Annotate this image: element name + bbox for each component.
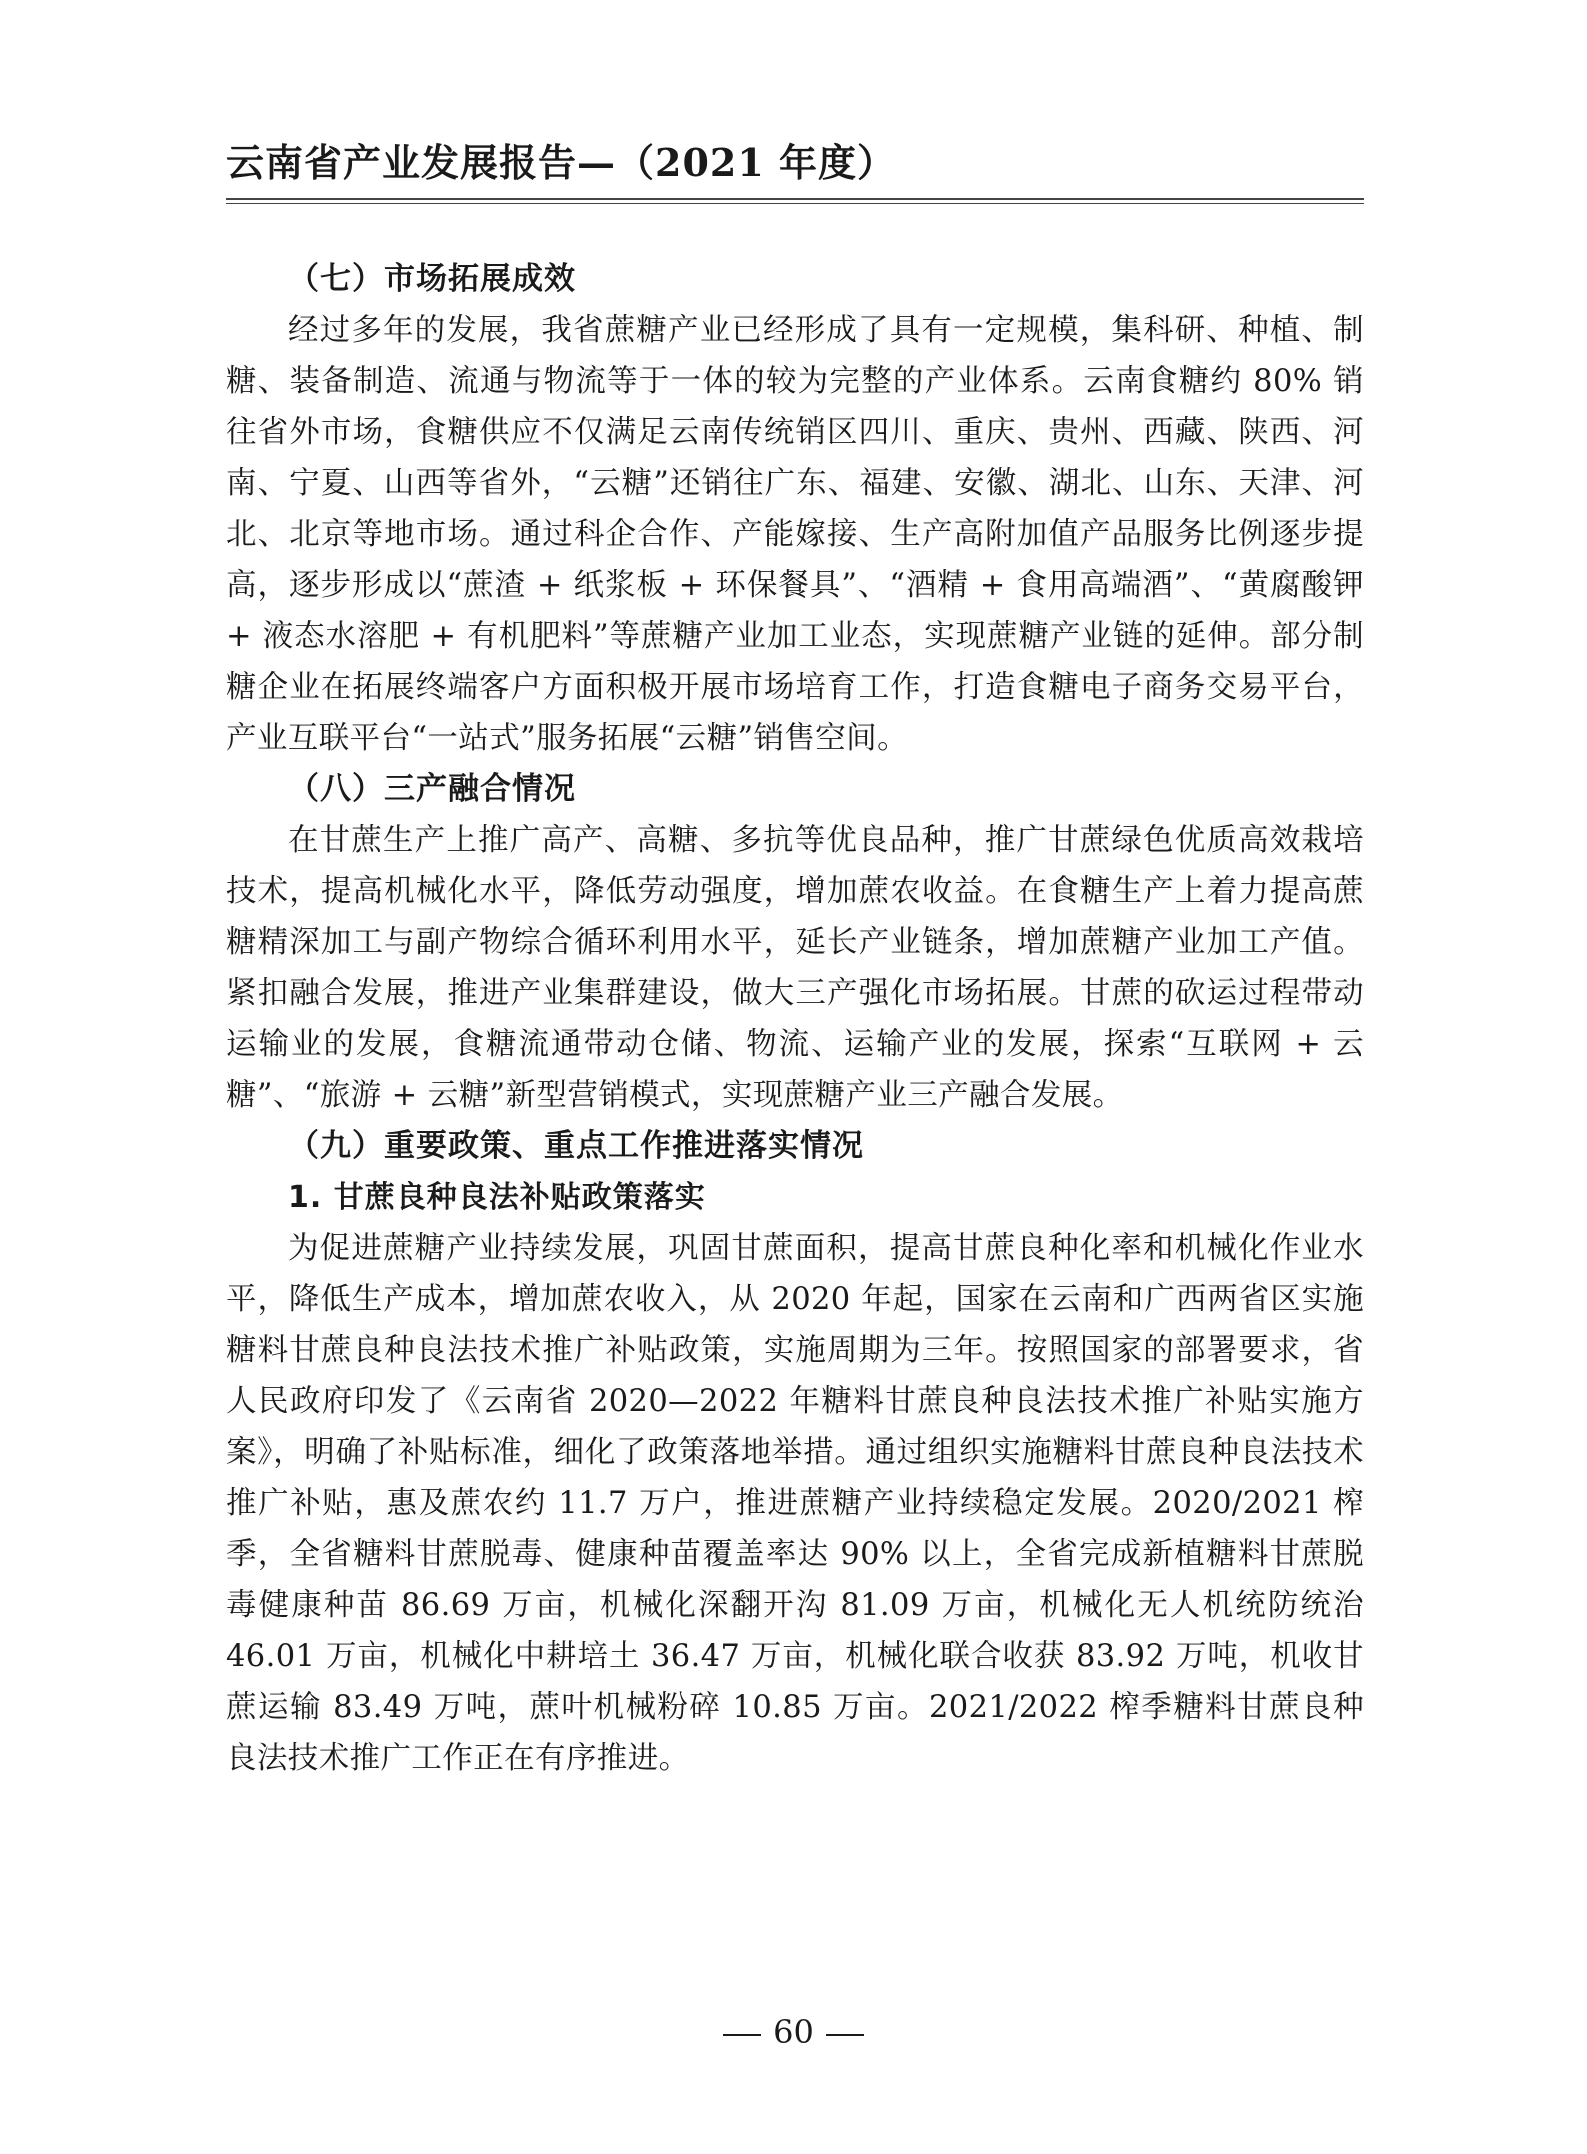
page-footer [0, 2012, 1587, 2052]
header-divider-thin [226, 203, 1364, 204]
sub-heading-seed-subsidy: 1. 甘蔗良种良法补贴政策落实 [288, 1180, 706, 1215]
section-heading-key-policies: （九）重要政策、重点工作推进落实情况 [288, 1128, 864, 1164]
header-divider [226, 198, 1364, 200]
page-number: 60 [773, 2013, 814, 2051]
footer-dash-right [826, 2034, 864, 2036]
paragraph-industry-integration: 在甘蔗生产上推广高产、高糖、多抗等优良品种，推广甘蔗绿色优质高效栽培技术，提高机械化水平，降低劳动强度，增加蔗农收益。在食糖生产上着力提高蔗糖精深加工与副产物综合循环利用水平，延长产业链条，增加蔗糖产业加工产值。紧扣融合发展，推进产业集群建设，做大三产强化市场拓展。甘蔗的砍运过程带动运输业的发展，食糖流通带动仓储、物流、运输产业的发展，探索“互联网 + 云糖”、“旅游 + 云糖”新型营销模式，实现蔗糖产业三产融合发展。 [226, 823, 1364, 1113]
section-heading-market-expansion: （七）市场拓展成效 [288, 261, 576, 297]
running-header-title: 云南省产业发展报告—（2021 年度） [226, 140, 896, 185]
page-header [226, 138, 1364, 204]
page-body [226, 254, 1364, 1784]
section-heading-industry-integration: （八）三产融合情况 [288, 771, 576, 807]
paragraph-seed-subsidy: 为促进蔗糖产业持续发展，巩固甘蔗面积，提高甘蔗良种化率和机械化作业水平，降低生产成本，增加蔗农收入，从 2020 年起，国家在云南和广西两省区实施糖料甘蔗良种良法技术推广补贴政策，实施周期为三年。按照国家的部署要求，省人民政府印发了《云南省 2020—2022 年糖料甘蔗良种良法技术推广补贴实施方案》，明确了补贴标准，细化了政策落地举措。通过组织实施糖料甘蔗良种良法技术推广补贴，惠及蔗农约 11.7 万户，推进蔗糖产业持续稳定发展。2020/2021 榨季，全省糖料甘蔗脱毒、健康种苗覆盖率达 90% 以上，全省完成新植糖料甘蔗脱毒健康种苗 86.69 万亩，机械化深翻开沟 81.09 万亩，机械化无人机统防统治 46.01 万亩，机械化中耕培土 36.47 万亩，机械化联合收获 83.92 万吨，机收甘蔗运输 83.49 万吨，蔗叶机械粉碎 10.85 万亩。2021/2022 榨季糖料甘蔗良种良法技术推广工作正在有序推进。 [226, 1231, 1364, 1776]
footer-dash-left [723, 2034, 761, 2036]
paragraph-market-expansion: 经过多年的发展，我省蔗糖产业已经形成了具有一定规模，集科研、种植、制糖、装备制造、流通与物流等于一体的较为完整的产业体系。云南食糖约 80% 销往省外市场，食糖供应不仅满足云南传统销区四川、重庆、贵州、西藏、陕西、河南、宁夏、山西等省外，“云糖”还销往广东、福建、安徽、湖北、山东、天津、河北、北京等地市场。通过科企合作、产能嫁接、生产高附加值产品服务比例逐步提高，逐步形成以“蔗渣 + 纸浆板 + 环保餐具”、“酒精 + 食用高端酒”、“黄腐酸钾 + 液态水溶肥 + 有机肥料”等蔗糖产业加工业态，实现蔗糖产业链的延伸。部分制糖企业在拓展终端客户方面积极开展市场培育工作，打造食糖电子商务交易平台，产业互联平台“一站式”服务拓展“云糖”销售空间。 [226, 313, 1364, 756]
